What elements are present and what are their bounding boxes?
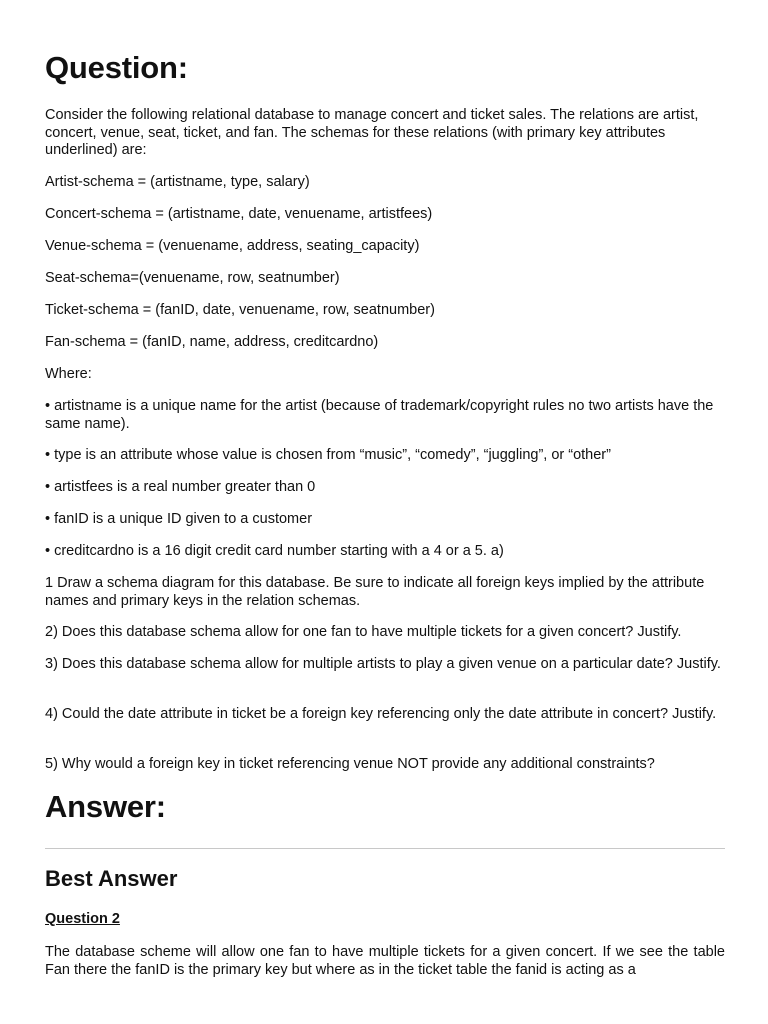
question-heading: Question: [45,50,188,85]
bullet-artistname: • artistname is a unique name for the artist (because of trademark/copyright rules no two artists have the same name). [45,398,714,432]
schema-seat: Seat-schema=(venuename, row, seatnumber) [45,270,340,286]
best-answer-heading: Best Answer [45,866,178,891]
schema-concert: Concert-schema = (artistname, date, venuename, artistfees) [45,206,433,222]
section-divider [45,848,725,849]
schema-venue: Venue-schema = (venuename, address, seating_capacity) [45,238,420,254]
schema-ticket: Ticket-schema = (fanID, date, venuename, row, seatnumber) [45,302,435,318]
schema-artist: Artist-schema = (artistname, type, salary) [45,174,310,190]
bullet-type: • type is an attribute whose value is chosen from “music”, “comedy”, “juggling”, or “other” [45,447,611,463]
question-item-3: 3) Does this database schema allow for multiple artists to play a given venue on a particular date? Justify. [45,656,721,672]
question-item-4: 4) Could the date attribute in ticket be a foreign key referencing only the date attribute in concert? Justify. [45,706,717,722]
bullet-artistfees: • artistfees is a real number greater than 0 [45,479,316,495]
where-label: Where: [45,366,92,382]
answer-heading: Answer: [45,789,166,824]
answer-text: The database scheme will allow one fan to have multiple tickets for a given concert. If we see the table Fan there the fanID is the primary key but where as in the ticket table the fanid is acting as a [45,944,725,978]
question-item-1: 1 Draw a schema diagram for this database. Be sure to indicate all foreign keys implied by the attribute names and primary keys in the relation schemas. [45,575,705,609]
bullet-fanid: • fanID is a unique ID given to a customer [45,511,313,527]
question-item-5: 5) Why would a foreign key in ticket referencing venue NOT provide any additional constraints? [45,756,655,772]
bullet-creditcardno: • creditcardno is a 16 digit credit card number starting with a 4 or a 5. a) [45,543,504,559]
question-intro: Consider the following relational database to manage concert and ticket sales. The relations are artist, concert, venue, seat, ticket, and fan. The schemas for these relations (with primary key attributes underlined) are: [45,107,699,158]
answer-subheading: Question 2 [45,911,120,927]
schema-fan: Fan-schema = (fanID, name, address, creditcardno) [45,334,379,350]
question-item-2: 2) Does this database schema allow for one fan to have multiple tickets for a given concert? Justify. [45,624,682,640]
